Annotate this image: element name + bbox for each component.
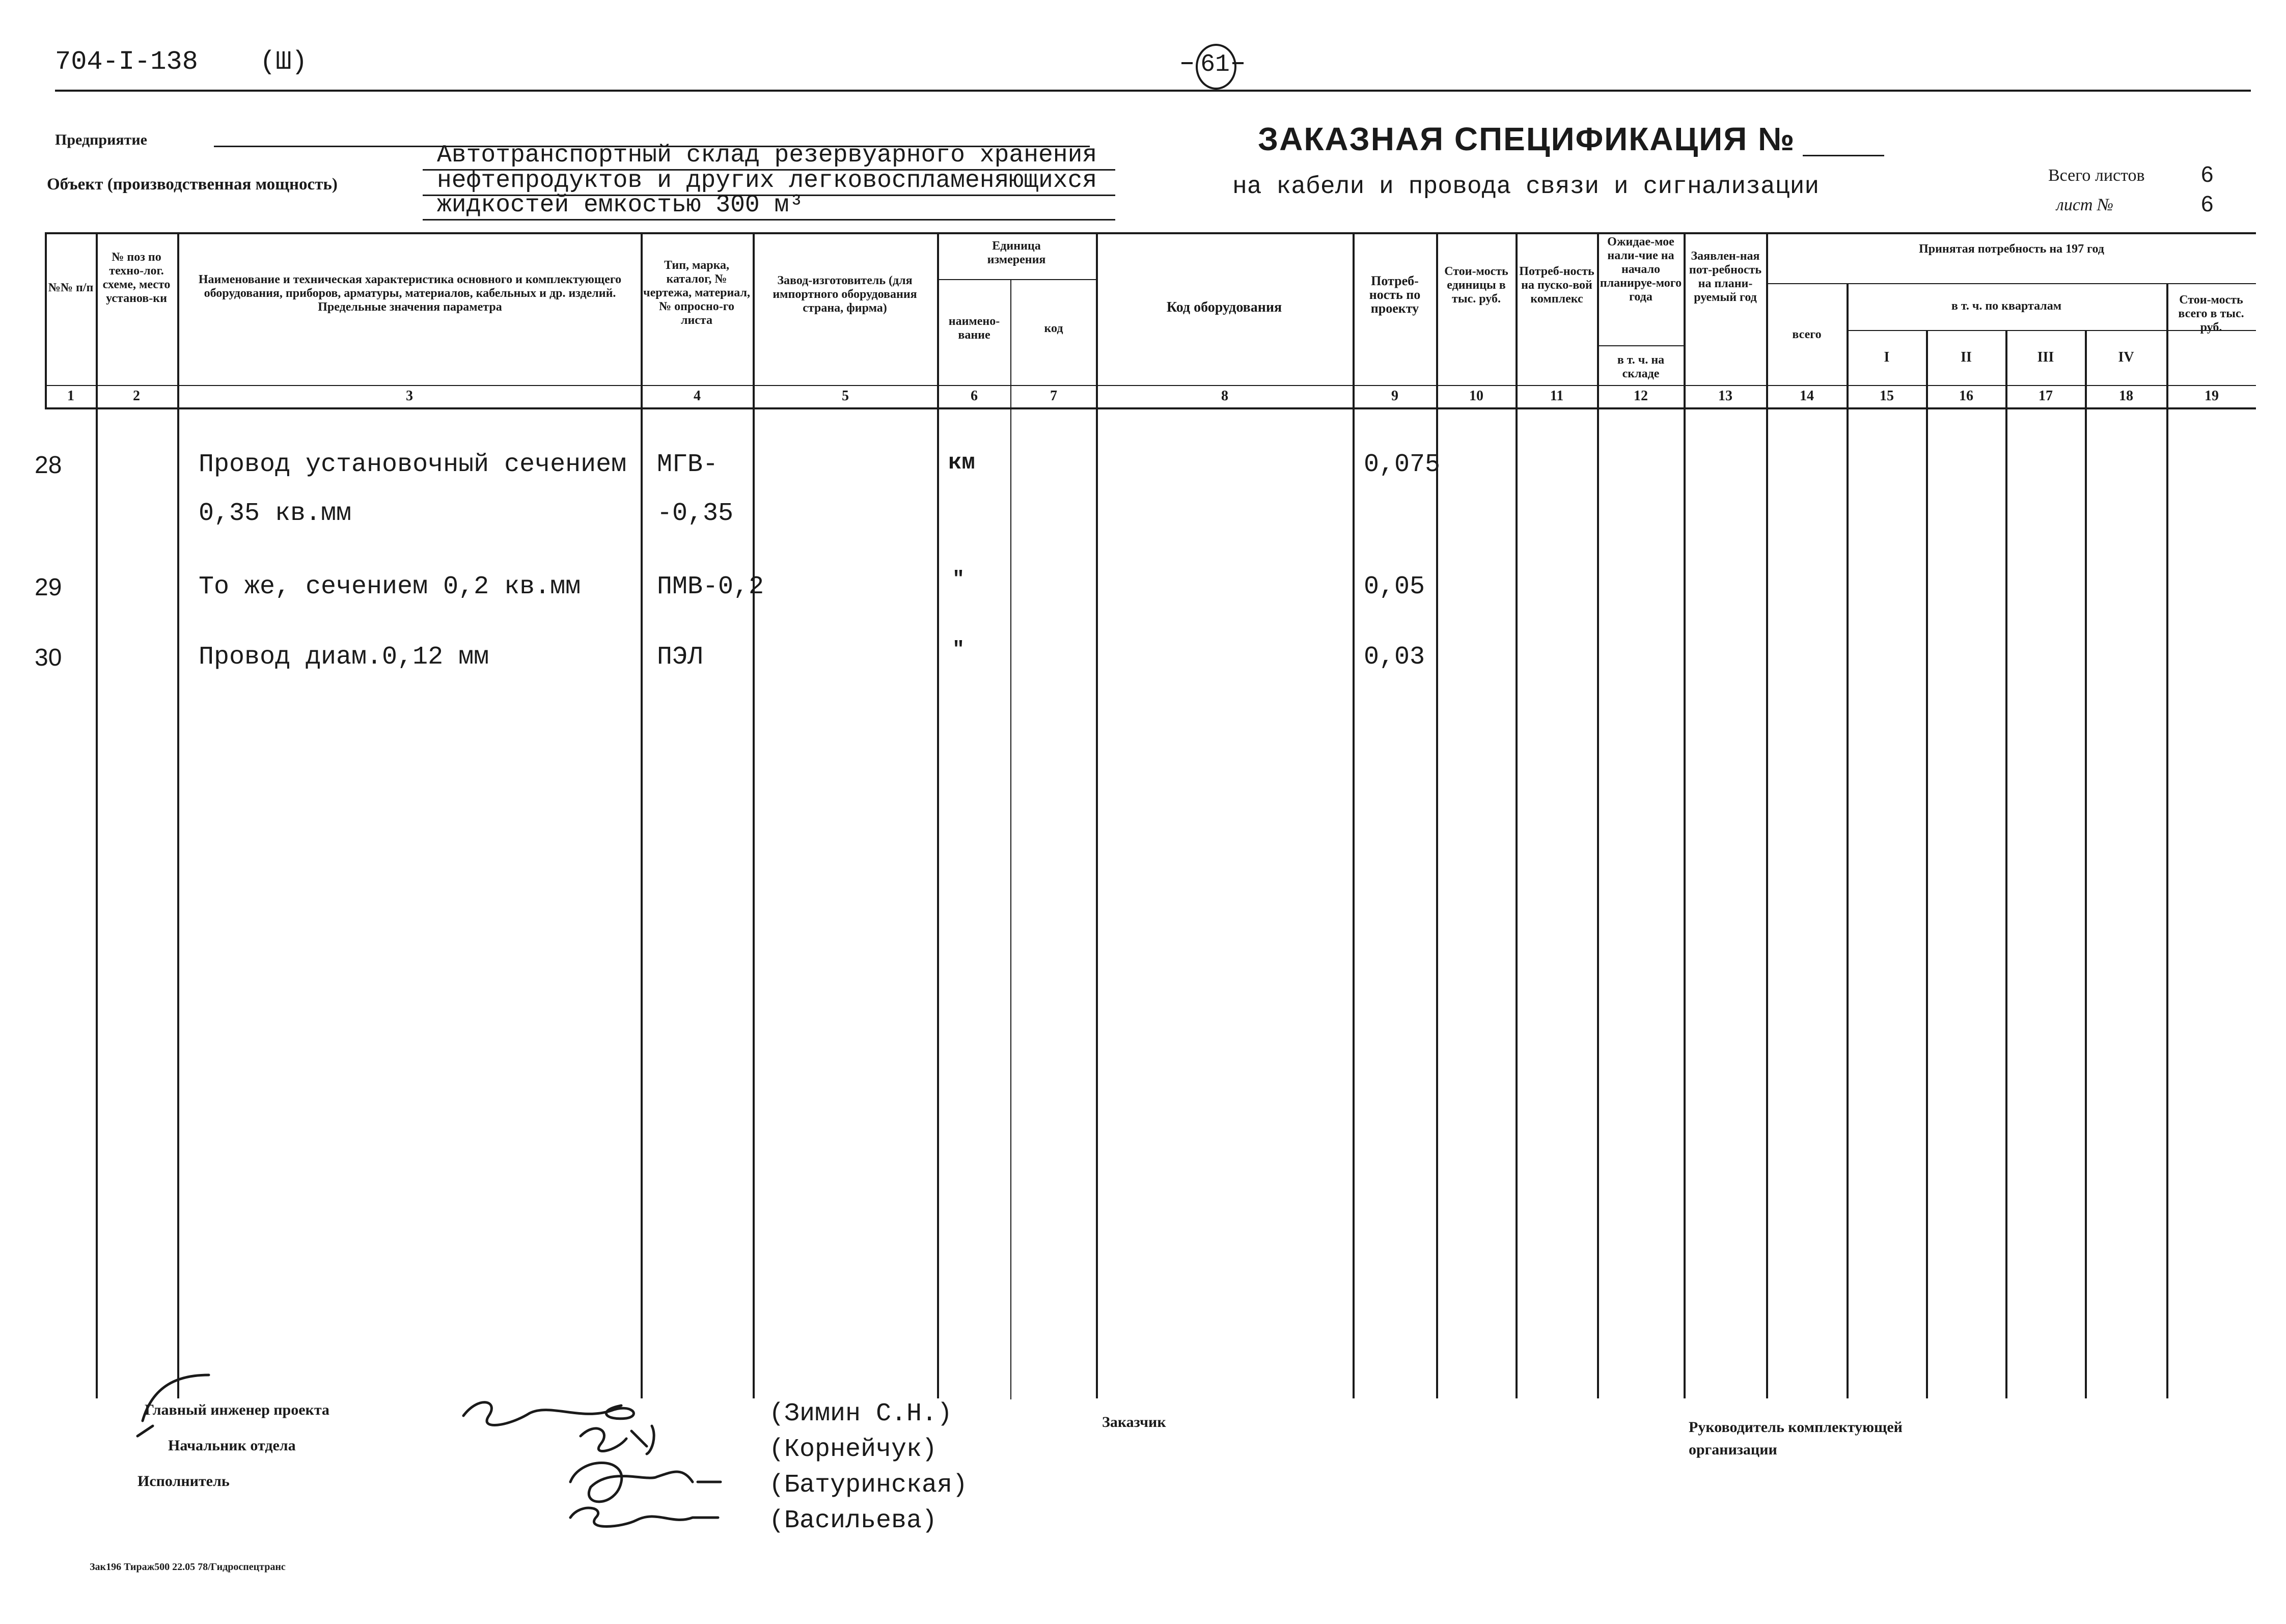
col-border-5: [937, 232, 939, 1398]
row-unit: км: [948, 450, 975, 476]
object-line1: [423, 169, 1115, 171]
header-in-warehouse: в т. ч. на складе: [1617, 353, 1665, 380]
column-number: 5: [842, 388, 849, 404]
chief-engineer-label: Главный инженер проекта: [145, 1401, 329, 1418]
org-head-label-line1: Руководитель комплектующей: [1689, 1419, 1903, 1436]
total-sheets-label: Всего листов: [2048, 166, 2145, 185]
page-number: 61: [1200, 51, 1230, 78]
header-position: № поз по техно-лог. схеме, место установ-ки: [102, 251, 171, 305]
row-quantity: 0,075: [1364, 450, 1441, 479]
column-number: 6: [971, 388, 978, 404]
col-border-10: [1516, 232, 1518, 1398]
header-unit: Единица измерения: [987, 239, 1046, 266]
spec-title: [1258, 120, 1795, 158]
signature-name-2: (Корнейчук): [769, 1435, 938, 1464]
header-total-cost: Стои-мость всего в тыс. руб.: [2178, 293, 2244, 334]
object-line2: [423, 195, 1115, 196]
column-number: 1: [67, 388, 74, 404]
object-label: Объект (производственная мощность): [47, 175, 338, 194]
row-number: 29: [35, 574, 62, 601]
customer-label: Заказчик: [1102, 1414, 1166, 1430]
col-border-17: [2085, 330, 2087, 1398]
row-item-type: ПЭЛ: [657, 643, 703, 672]
signature-name-1: (Зимин С.Н.): [769, 1399, 953, 1428]
print-info: Зак196 Тираж500 22.05 78/Гидроспецтранс: [90, 1561, 286, 1573]
header-name: Наименование и техническая характеристика основного и комплектующего оборудования, приборов, арматуры, материалов, кабельных и др. изделий. Предельные значения параметра: [198, 273, 622, 314]
row-item-name: Провод диам.0,12 мм: [199, 643, 489, 672]
document-section: (Ш): [260, 47, 308, 77]
row-item-type: ПМВ-0,2: [657, 572, 764, 601]
stock-header-divider: [1599, 345, 1686, 346]
column-number: 13: [1718, 388, 1732, 404]
col-border-2: [177, 232, 179, 1398]
column-number: 12: [1634, 388, 1648, 404]
col-border-14: [1847, 283, 1849, 1398]
header-manufacturer: Завод-изготовитель (для импортного оборудования страна, фирма): [773, 274, 917, 315]
unit-header-divider: [937, 279, 1096, 280]
row-number: 30: [35, 644, 62, 671]
row-quantity: 0,03: [1364, 643, 1425, 672]
header-quarter-3: III: [2037, 349, 2054, 365]
col-border-13: [1766, 232, 1768, 1398]
row-unit: ": [952, 639, 965, 662]
header-type: Тип, марка, каталог, № чертежа, материал, № опросно-го листа: [643, 259, 750, 327]
org-head-label-line2: организации: [1689, 1441, 1777, 1458]
column-number: 3: [406, 388, 413, 404]
header-expected-stock: Ожидае-мое нали-чие на начало планируе-мого года: [1600, 235, 1682, 304]
spec-title-text: ЗАКАЗНАЯ СПЕЦИФИКАЦИЯ №: [1258, 121, 1796, 157]
header-quarter-1: I: [1884, 349, 1890, 365]
column-number: 2: [133, 388, 140, 404]
header-total: всего: [1792, 328, 1822, 341]
col-border-12: [1684, 232, 1686, 1398]
col-border-0: [45, 232, 47, 407]
row-unit: ": [952, 568, 965, 591]
col-border-7: [1096, 232, 1098, 1398]
col-border-11: [1597, 232, 1599, 1398]
table-top-border: [45, 232, 2256, 234]
dept-head-label: Начальник отдела: [168, 1437, 296, 1454]
handwritten-signatures: [122, 1355, 759, 1548]
row-number: 28: [35, 452, 62, 479]
document-code: 704-I-138: [55, 47, 198, 77]
column-number: 7: [1050, 388, 1057, 404]
spec-subtitle: на кабели и провода связи и сигнализации: [1232, 173, 1820, 201]
accepted-header-divider: [1766, 283, 2256, 284]
column-number: 8: [1221, 388, 1228, 404]
column-number: 10: [1469, 388, 1483, 404]
sheet-no-label: лист №: [2056, 196, 2114, 214]
row-quantity: 0,05: [1364, 572, 1425, 601]
header-by-quarters: в т. ч. по кварталам: [1951, 299, 2062, 313]
col-border-4: [753, 232, 755, 1398]
header-unit-cost: Стои-мость единицы в тыс. руб.: [1444, 265, 1508, 306]
column-number: 11: [1550, 388, 1564, 404]
row-item-name: То же, сечением 0,2 кв.мм: [199, 572, 581, 601]
col-border-15: [1926, 330, 1928, 1398]
col-border-16: [2005, 330, 2007, 1398]
header-need-project: Потреб-ность по проекту: [1369, 273, 1421, 316]
signature-name-3: (Батуринская): [769, 1471, 968, 1500]
colnum-top-border: [45, 385, 2256, 386]
header-quarter-2: II: [1961, 349, 1972, 365]
header-need-startup: Потреб-ность на пуско-вой комплекс: [1519, 265, 1594, 306]
object-text-line3: жидкостей емкостью 300 м³: [437, 191, 804, 219]
top-rule: [55, 90, 2251, 92]
column-number: 17: [2039, 388, 2053, 404]
row-item-type-cont: -0,35: [657, 499, 734, 528]
column-number: 16: [1959, 388, 1973, 404]
column-number: 19: [2205, 388, 2219, 404]
header-unit-name: наимено-вание: [948, 315, 1000, 342]
header-equipment-code: Код оборудования: [1166, 299, 1282, 315]
column-number: 18: [2119, 388, 2133, 404]
header-quarter-4: IV: [2118, 349, 2134, 365]
col-border-1: [96, 232, 98, 1398]
col-border-8: [1353, 232, 1355, 1398]
column-number: 14: [1800, 388, 1814, 404]
header-declared-need: Заявлен-ная пот-ребность на плани-руемый год: [1689, 250, 1762, 304]
colnum-bottom-border: [45, 407, 2256, 409]
object-text-line2: нефтепродуктов и других легковоспламеняющихся: [437, 167, 1097, 195]
executor-label: Исполнитель: [137, 1473, 230, 1490]
total-sheets-value: 6: [2201, 162, 2214, 187]
col-border-18: [2166, 283, 2168, 1398]
header-unit-code: код: [1044, 322, 1063, 335]
signature-name-4: (Васильева): [769, 1506, 938, 1535]
object-text-line1: Автотранспортный склад резервуарного хранения: [437, 142, 1097, 169]
header-accepted-need: Принятая потребность на 197 год: [1919, 242, 2104, 256]
spec-number-line: [1803, 155, 1884, 156]
row-item-type: МГВ-: [657, 450, 719, 479]
page-number-badge: [1171, 44, 1253, 88]
row-item-name-cont: 0,35 кв.мм: [199, 499, 352, 528]
col-border-3: [641, 232, 643, 1398]
column-number: 9: [1391, 388, 1398, 404]
sheet-no-value: 6: [2201, 191, 2214, 216]
col-border-6: [1010, 279, 1011, 1399]
row-item-name: Провод установочный сечением: [199, 450, 627, 479]
object-line3: [423, 219, 1115, 221]
column-number: 15: [1880, 388, 1894, 404]
col-border-9: [1436, 232, 1438, 1398]
header-row-number: №№ п/п: [48, 281, 94, 294]
enterprise-label: Предприятие: [55, 131, 147, 148]
column-number: 4: [694, 388, 701, 404]
